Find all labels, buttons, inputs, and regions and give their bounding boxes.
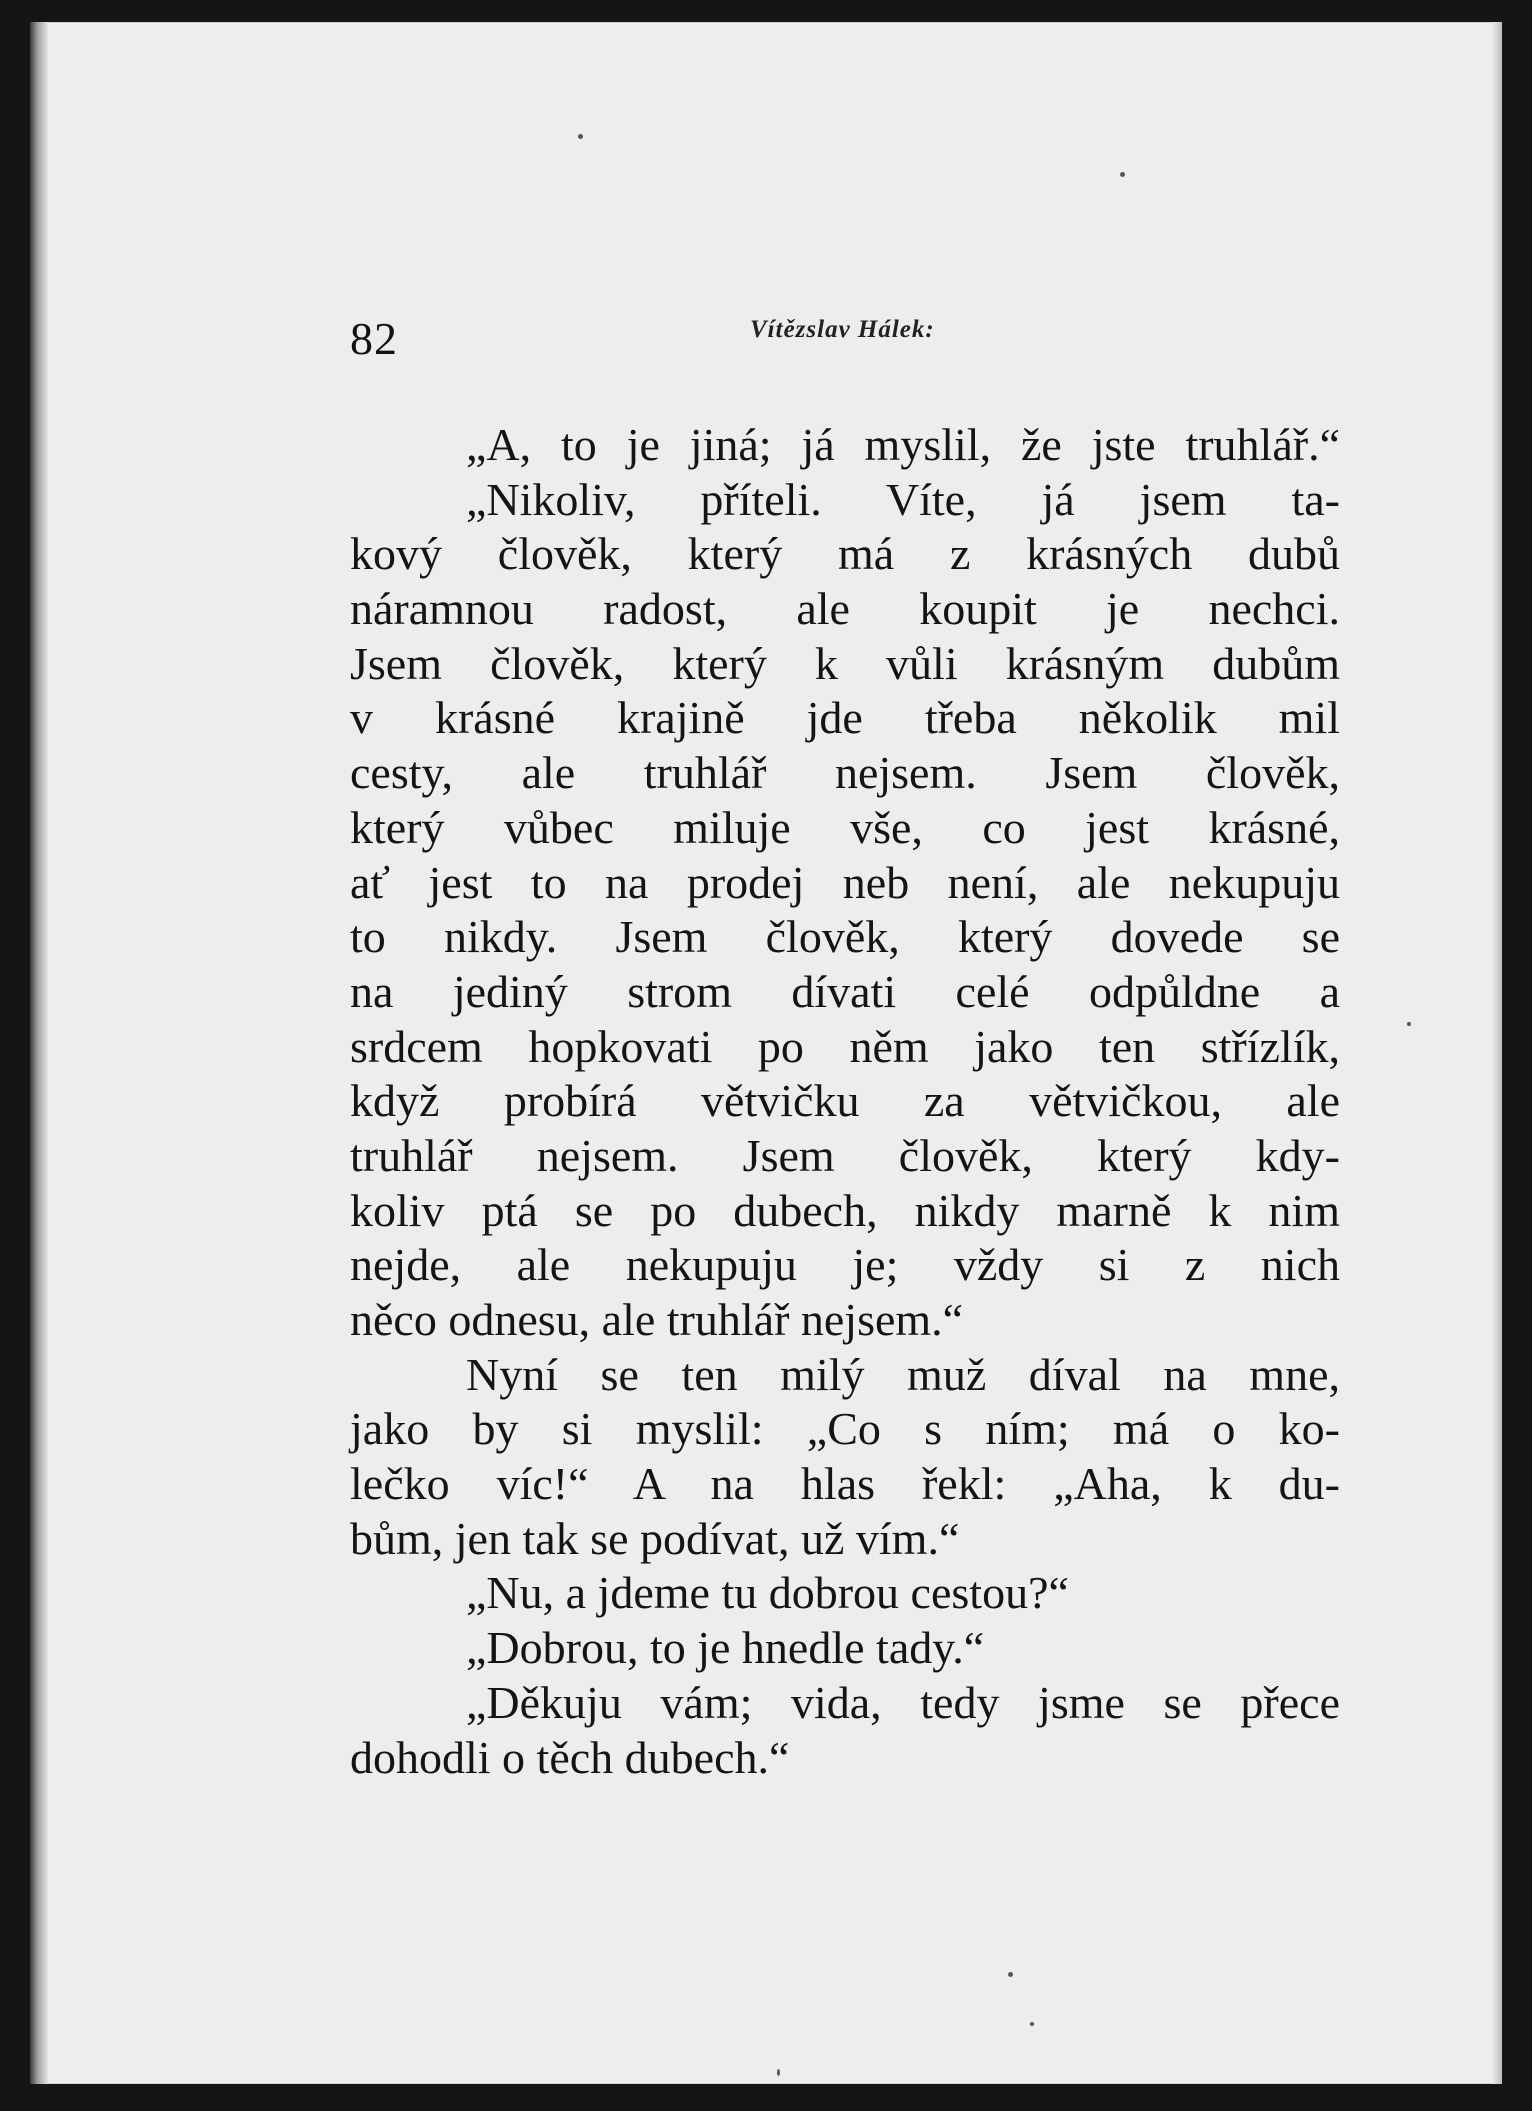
scan-speck bbox=[1030, 2022, 1034, 2026]
text-line: Jsem člověk, který k vůli krásným dubům bbox=[350, 637, 1340, 689]
text-line: „Nikoliv, příteli. Víte, já jsem ta- bbox=[466, 473, 1340, 525]
scan-speck bbox=[1120, 172, 1125, 177]
book-page bbox=[30, 22, 1502, 2084]
text-line: ať jest to na prodej neb není, ale nekupuju bbox=[350, 856, 1340, 908]
scan-speck bbox=[777, 2069, 780, 2076]
text-line: to nikdy. Jsem člověk, který dovede se bbox=[350, 911, 1340, 963]
body-text bbox=[350, 418, 1340, 1785]
text-line: bům, jen tak se podívat, už vím.“ bbox=[350, 1512, 960, 1564]
page-number: 82 bbox=[350, 313, 398, 364]
text-line: jako by si myslil: „Co s ním; má o ko- bbox=[350, 1403, 1340, 1455]
text-line: v krásné krajině jde třeba několik mil bbox=[350, 692, 1340, 744]
text-line: dohodli o těch dubech.“ bbox=[350, 1731, 790, 1783]
text-line: „Nu, a jdeme tu dobrou cestou?“ bbox=[466, 1567, 1069, 1619]
page-left-edge bbox=[30, 22, 48, 2084]
text-line: srdcem hopkovati po něm jako ten střízlík, bbox=[350, 1020, 1340, 1072]
page-header bbox=[350, 292, 1350, 364]
page-right-edge bbox=[1492, 22, 1502, 2084]
text-line: koliv ptá se po dubech, nikdy marně k nim bbox=[350, 1184, 1340, 1236]
text-line: náramnou radost, ale koupit je nechci. bbox=[350, 583, 1340, 635]
text-line: který vůbec miluje vše, co jest krásné, bbox=[350, 801, 1340, 853]
text-line: nejde, ale nekupuju je; vždy si z nich bbox=[350, 1239, 1340, 1291]
text-line: na jediný strom dívati celé odpůldne a bbox=[350, 965, 1340, 1017]
text-line: když probírá větvičku za větvičkou, ale bbox=[350, 1075, 1340, 1127]
text-line: lečko víc!“ A na hlas řekl: „Aha, k du- bbox=[350, 1458, 1340, 1510]
text-line: kový člověk, který má z krásných dubů bbox=[350, 528, 1340, 580]
text-line: Nyní se ten milý muž díval na mne, bbox=[466, 1348, 1340, 1400]
text-line: „Děkuju vám; vida, tedy jsme se přece bbox=[466, 1676, 1340, 1728]
scan-speck bbox=[1008, 1972, 1013, 1977]
text-line: „A, to je jiná; já myslil, že jste truhlář.“ bbox=[466, 419, 1340, 470]
text-line: „Dobrou, to je hnedle tady.“ bbox=[466, 1622, 985, 1674]
scan-speck bbox=[1407, 1022, 1411, 1026]
text-line: truhlář nejsem. Jsem člověk, který kdy- bbox=[350, 1129, 1340, 1181]
scan-speck bbox=[578, 134, 583, 139]
text-line: něco odnesu, ale truhlář nejsem.“ bbox=[350, 1294, 964, 1345]
running-head-author: Vítězslav Hálek: bbox=[750, 316, 935, 343]
text-line: cesty, ale truhlář nejsem. Jsem člověk, bbox=[350, 747, 1340, 799]
